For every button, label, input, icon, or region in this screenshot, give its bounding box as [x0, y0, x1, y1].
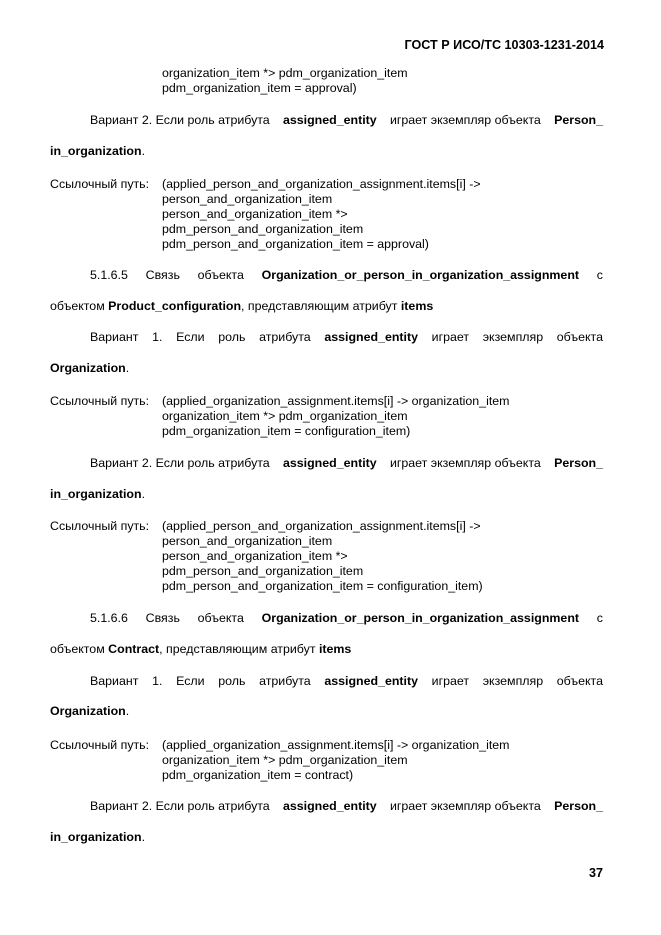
code-line: person_and_organization_item *>: [162, 549, 348, 563]
entity-continuation: Organization.: [50, 704, 130, 718]
entity-continuation: in_organization.: [50, 830, 146, 844]
code-line: pdm_person_and_organization_item = approval): [162, 237, 429, 251]
page-header: ГОСТ Р ИСО/ТС 10303-1231-2014: [404, 38, 604, 52]
variant-2-paragraph: [90, 113, 603, 128]
code-line: pdm_organization_item = contract): [162, 768, 354, 782]
ref-path-label: Ссылочный путь:: [50, 177, 150, 191]
entity-continuation: Organization.: [50, 361, 130, 375]
entity-continuation: in_organization.: [50, 487, 146, 501]
page-number: 37: [588, 866, 603, 880]
code-line: (applied_person_and_organization_assignment.items[i] ->: [162, 519, 481, 533]
code-line: organization_item *> pdm_organization_item: [162, 409, 408, 423]
code-line: (applied_person_and_organization_assignment.items[i] ->: [162, 177, 481, 191]
code-line: pdm_person_and_organization_item: [162, 564, 364, 578]
code-line: pdm_organization_item = configuration_item): [162, 424, 411, 438]
variant-2-paragraph: Вариант 2. Если роль атрибута assigned_entity играет экземпляр объекта Person_: [90, 799, 603, 813]
code-line: (applied_organization_assignment.items[i] -> organization_item: [162, 394, 510, 408]
variant-2-paragraph: Вариант 2. Если роль атрибута assigned_entity играет экземпляр объекта Person_: [90, 456, 603, 470]
section-heading-cont: объектом Product_configuration, представляющим атрибут items: [50, 299, 434, 313]
code-line: pdm_person_and_organization_item: [162, 222, 364, 236]
code-line: person_and_organization_item: [162, 192, 333, 206]
ref-path-label: Ссылочный путь:: [50, 519, 150, 533]
variant-1-paragraph: Вариант 1. Если роль атрибута assigned_entity играет экземпляр объекта: [90, 674, 603, 688]
code-line: organization_item *> pdm_organization_item: [162, 66, 408, 80]
section-heading-5165: 5.1.6.5 Связь объекта Organization_or_person_in_organization_assignment с: [90, 268, 603, 282]
ref-path-label: Ссылочный путь:: [50, 394, 150, 408]
entity-continuation: in_organization.: [50, 144, 146, 158]
variant-text: Вариант 2. Если роль атрибута: [90, 113, 270, 127]
variant-1-paragraph: Вариант 1. Если роль атрибута assigned_entity играет экземпляр объекта: [90, 330, 603, 344]
attribute-name: assigned_entity: [283, 113, 377, 127]
code-line: person_and_organization_item *>: [162, 207, 348, 221]
section-heading-5166: 5.1.6.6 Связь объекта Organization_or_person_in_organization_assignment с: [90, 611, 603, 625]
code-line: organization_item *> pdm_organization_item: [162, 753, 408, 767]
code-line: (applied_organization_assignment.items[i] -> organization_item: [162, 738, 510, 752]
code-line: pdm_person_and_organization_item = configuration_item): [162, 579, 483, 593]
ref-path-label: Ссылочный путь:: [50, 738, 150, 752]
code-line: person_and_organization_item: [162, 534, 333, 548]
entity-name: Person_: [554, 113, 603, 127]
code-line: pdm_organization_item = approval): [162, 81, 357, 95]
variant-text: играет экземпляр объекта: [389, 113, 541, 127]
section-heading-cont: объектом Contract, представляющим атрибут items: [50, 642, 352, 656]
